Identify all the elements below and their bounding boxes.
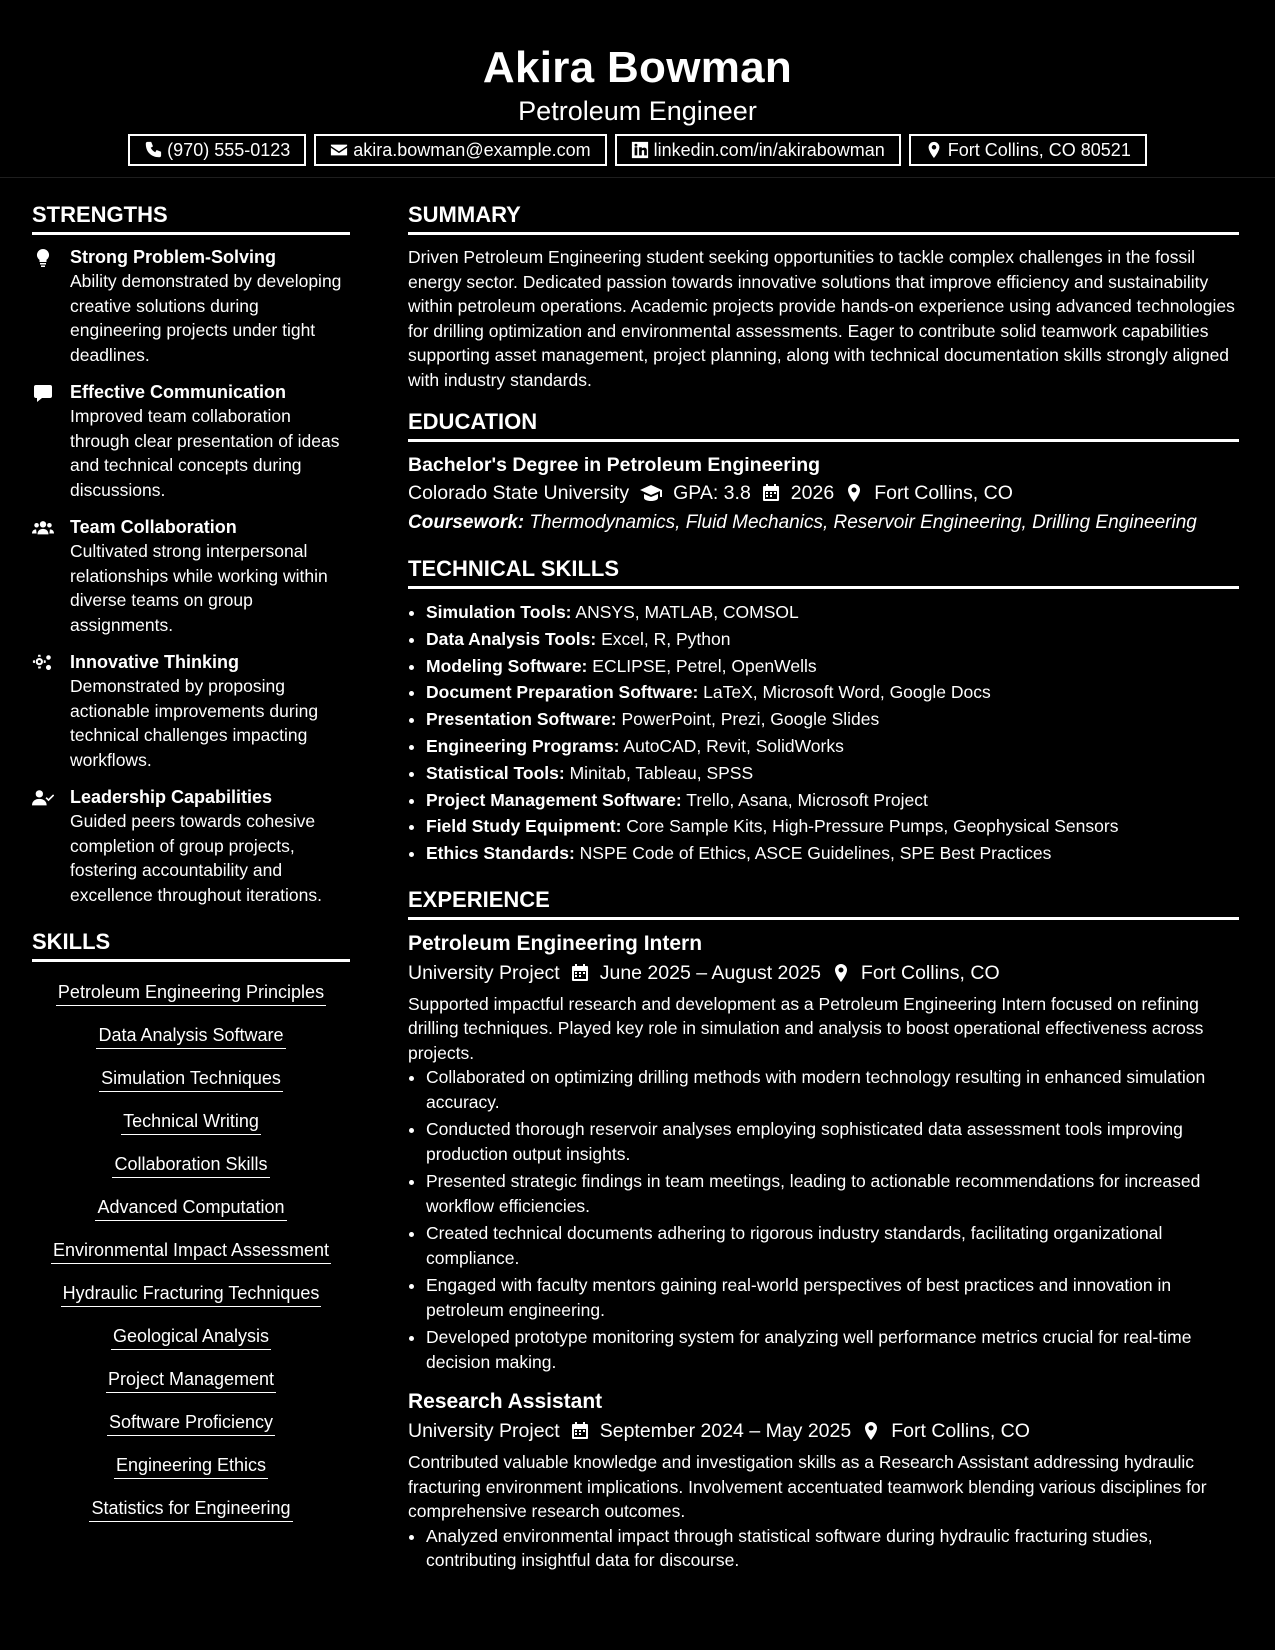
skill-tag: Data Analysis Software [96, 1022, 285, 1049]
strength-title: Effective Communication [70, 382, 287, 402]
job-location: Fort Collins, CO [891, 1420, 1030, 1443]
strengths-heading: STRENGTHS [32, 200, 350, 235]
map-pin-icon [861, 1421, 881, 1441]
skill-tag: Statistics for Engineering [89, 1495, 292, 1522]
list-item [426, 787, 1239, 814]
lightbulb-icon [32, 248, 54, 268]
resume-header [0, 0, 1275, 178]
gears-icon [32, 653, 54, 673]
list-item [426, 653, 1239, 680]
contact-linkedin[interactable] [615, 134, 901, 166]
users-icon [32, 518, 54, 538]
job-role: Petroleum Engineering Intern [408, 931, 703, 955]
strength-title: Innovative Thinking [70, 652, 240, 672]
list-item [426, 679, 1239, 706]
list-item: • Conducted thorough reservoir analyses employing sophisticated data assessment tools improving production output insights. [426, 1117, 1239, 1166]
strength-title: Team Collaboration [70, 517, 237, 537]
school-name: Colorado State University [408, 482, 630, 504]
summary-heading: SUMMARY [408, 200, 1239, 235]
tech-skill-value: ANSYS, MATLAB, COMSOL [575, 602, 799, 622]
job-meta [408, 958, 1239, 988]
tech-skill-label: Data Analysis Tools: [426, 628, 597, 649]
tech-skill-label: Document Preparation Software: [426, 682, 699, 703]
tech-skill-value: ECLIPSE, Petrel, OpenWells [592, 655, 817, 676]
contact-bar [0, 134, 1275, 166]
tech-skill-value: AutoCAD, Revit, SolidWorks [623, 735, 844, 756]
list-item: • Collaborated on optimizing drilling methods with modern technology resulting in enhanced simulation accuracy. [426, 1065, 1239, 1114]
candidate-title: Petroleum Engineer [518, 96, 757, 126]
strength-desc: Improved team collaboration through clear presentation of ideas and technical concepts during discussions. [70, 406, 340, 500]
tech-skill-label: Statistical Tools: [426, 762, 565, 783]
job-dates: September 2024 – May 2025 [599, 1420, 852, 1443]
skill-tag: Petroleum Engineering Principles [56, 979, 326, 1006]
tech-skill-label: Modeling Software: [426, 655, 588, 676]
strength-title: Strong Problem-Solving [70, 247, 277, 267]
list-item [426, 626, 1239, 653]
strength-title: Leadership Capabilities [70, 787, 273, 807]
coursework-list: Thermodynamics, Fluid Mechanics, Reservoir Engineering, Drilling Engineering [529, 512, 1197, 533]
education-heading: EDUCATION [408, 407, 1239, 442]
skill-tag: Simulation Techniques [99, 1065, 283, 1092]
technical-skills-heading: TECHNICAL SKILLS [408, 554, 1239, 589]
strength-item [32, 650, 350, 772]
contact-email[interactable] [314, 134, 606, 166]
tech-skill-value: Excel, R, Python [601, 628, 731, 649]
experience-entry [408, 930, 1239, 1375]
contact-email-text: akira.bowman@example.com [353, 140, 591, 160]
tech-skill-label: Ethics Standards: [426, 843, 575, 864]
skill-tag: Advanced Computation [95, 1194, 286, 1221]
contact-phone[interactable] [128, 134, 306, 166]
envelope-icon [330, 141, 348, 159]
education-location: Fort Collins, CO [874, 482, 1013, 504]
skills-heading: SKILLS [32, 927, 350, 962]
tech-skill-label: Presentation Software: [426, 709, 617, 730]
calendar-icon [761, 483, 781, 503]
list-item: • Engaged with faculty mentors gaining real-world perspectives of best practices and innovation in petroleum engineering. [426, 1273, 1239, 1322]
coursework [408, 508, 1239, 538]
map-pin-icon [831, 963, 851, 983]
grad-year: 2026 [790, 482, 835, 504]
calendar-icon [570, 963, 590, 983]
experience-heading: EXPERIENCE [408, 885, 1239, 920]
tech-skill-value: LaTeX, Microsoft Word, Google Docs [703, 682, 991, 703]
list-item [426, 599, 1239, 626]
strength-desc: Ability demonstrated by developing creative solutions during engineering projects under tight deadlines. [70, 271, 342, 365]
list-item: • Developed prototype monitoring system for analyzing well performance metrics crucial for real-time decision making. [426, 1325, 1239, 1374]
contact-location-text: Fort Collins, CO 80521 [947, 140, 1131, 160]
technical-skills-list [408, 599, 1239, 867]
strength-item [32, 380, 350, 502]
skill-tag: Environmental Impact Assessment [51, 1237, 331, 1264]
list-item: • Presented strategic findings in team meetings, leading to actionable recommendations for increased workflow efficiencies. [426, 1169, 1239, 1218]
map-pin-icon [844, 483, 864, 503]
gpa: GPA: 3.8 [673, 482, 751, 504]
job-meta [408, 1416, 1239, 1446]
list-item: • Created technical documents adhering to rigorous industry standards, facilitating organizational compliance. [426, 1221, 1239, 1270]
list-item: • Analyzed environmental impact through statistical software during hydraulic fracturing studies, contributing insightful data for discourse. [426, 1524, 1239, 1573]
contact-linkedin-text: linkedin.com/in/akirabowman [653, 140, 885, 160]
strength-desc: Demonstrated by proposing actionable improvements during technical challenges impacting workflows. [70, 676, 319, 770]
list-item [426, 840, 1239, 867]
experience-entry [408, 1388, 1239, 1573]
left-column [32, 178, 350, 1587]
skill-tag: Project Management [106, 1366, 276, 1393]
tech-skill-label: Simulation Tools: [426, 602, 572, 622]
list-item [426, 706, 1239, 733]
job-bullets [408, 1524, 1239, 1573]
summary-text: Driven Petroleum Engineering student seeking opportunities to tackle complex challenges in the fossil energy sector. Dedicated passion towards innovative solutions that improve efficiency and sustainability within petroleum operations. Academic projects provide hands-on experience using advanced technologies for drilling optimization and environmental assessments. Eager to contribute solid teamwork capabilities supporting asset management, project planning, along with technical documentation skills strongly aligned with industry standards. [408, 247, 1235, 390]
job-dates: June 2025 – August 2025 [599, 961, 821, 984]
strength-desc: Guided peers towards cohesive completion of group projects, fostering accountability and excellence throughout iterations. [70, 811, 322, 905]
tech-skill-label: Field Study Equipment: [426, 816, 622, 837]
resume-body [0, 178, 1275, 1587]
job-bullets [408, 1065, 1239, 1374]
strength-desc: Cultivated strong interpersonal relationships while working within diverse teams on group assignments. [70, 541, 328, 635]
skill-tag: Hydraulic Fracturing Techniques [61, 1280, 322, 1307]
education-meta [408, 478, 1239, 508]
skills-list [32, 972, 350, 1531]
user-check-icon [32, 788, 54, 808]
graduation-cap-icon [639, 483, 663, 503]
phone-icon [144, 141, 162, 159]
list-item [426, 813, 1239, 840]
contact-location[interactable] [909, 134, 1147, 166]
tech-skill-label: Engineering Programs: [426, 735, 620, 756]
strength-item [32, 785, 350, 907]
skill-tag: Technical Writing [121, 1108, 261, 1135]
tech-skill-value: PowerPoint, Prezi, Google Slides [621, 709, 880, 730]
skill-tag: Engineering Ethics [114, 1452, 268, 1479]
skill-tag: Software Proficiency [107, 1409, 275, 1436]
contact-phone-text: (970) 555-0123 [167, 140, 291, 160]
tech-skill-label: Project Management Software: [426, 789, 682, 810]
tech-skill-value: Trello, Asana, Microsoft Project [686, 789, 928, 810]
list-item [426, 733, 1239, 760]
skill-tag: Geological Analysis [111, 1323, 271, 1350]
job-location: Fort Collins, CO [860, 961, 1000, 984]
tech-skill-value: NSPE Code of Ethics, ASCE Guidelines, SPE Best Practices [579, 843, 1052, 864]
job-org: University Project [408, 961, 560, 984]
strength-item [32, 515, 350, 637]
map-pin-icon [925, 141, 943, 159]
right-column [408, 178, 1239, 1587]
tech-skill-value: Minitab, Tableau, SPSS [569, 762, 754, 783]
job-role: Research Assistant [408, 1390, 603, 1414]
calendar-icon [570, 1421, 590, 1441]
candidate-name: Akira Bowman [482, 43, 793, 92]
job-description: Contributed valuable knowledge and investigation skills as a Research Assistant addressing hydraulic fracturing environment implications. Involvement accentuated teamwork blending various disciplines for comprehensive research outcomes. [408, 1452, 1207, 1522]
job-org: University Project [408, 1420, 560, 1443]
linkedin-icon [631, 141, 649, 159]
comment-icon [32, 383, 54, 403]
degree-title: Bachelor's Degree in Petroleum Engineering [408, 454, 821, 476]
list-item [426, 760, 1239, 787]
tech-skill-value: Core Sample Kits, High-Pressure Pumps, Geophysical Sensors [626, 816, 1119, 837]
strength-item [32, 245, 350, 367]
skill-tag: Collaboration Skills [112, 1151, 269, 1178]
job-description: Supported impactful research and development as a Petroleum Engineering Intern focused on refining drilling techniques. Played key role in simulation and analysis to boost operational effectiveness across projects. [408, 993, 1204, 1063]
coursework-label: Coursework: [408, 512, 525, 533]
